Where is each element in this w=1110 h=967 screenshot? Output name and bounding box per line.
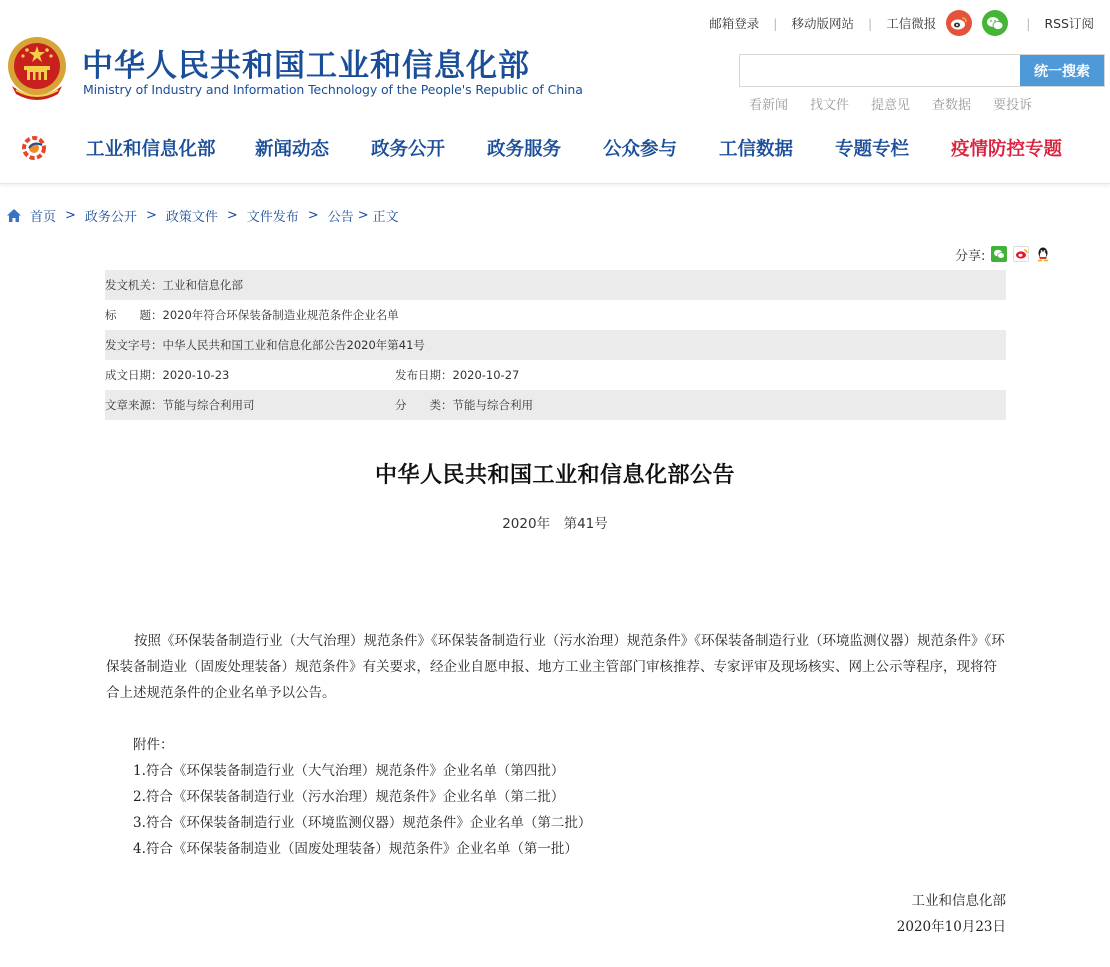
breadcrumb-doc-release[interactable]: 文件发布 [246, 209, 299, 225]
sign-date: 2020年10月23日 [896, 919, 1006, 935]
attachments-label: 附件： [133, 737, 174, 753]
nav-gov-services[interactable]: 政务服务 [487, 139, 562, 160]
national-emblem-icon[interactable] [6, 34, 68, 102]
breadcrumb-current: 正文 [372, 209, 399, 225]
breadcrumb-separator: > [145, 207, 157, 223]
nav-gov-info[interactable]: 政务公开 [371, 139, 446, 160]
weibo-news-link[interactable]: 工信微报 [886, 16, 937, 31]
miit-logo-icon[interactable] [20, 135, 50, 161]
meta-title: 标 题：2020年符合环保装备制造业规范条件企业名单 [105, 308, 399, 322]
breadcrumb [6, 206, 399, 224]
share-label: 分享: [955, 248, 986, 264]
main-nav [0, 122, 1110, 174]
top-links [709, 8, 1094, 38]
quick-link-data[interactable]: 查数据 [932, 98, 972, 113]
meta-row [105, 270, 1006, 300]
search-input[interactable] [740, 55, 1020, 86]
nav-news[interactable]: 新闻动态 [255, 139, 330, 160]
meta-row [105, 360, 1006, 390]
quick-link-complaint[interactable]: 要投诉 [993, 98, 1033, 113]
site-subtitle: Ministry of Industry and Information Technology of the People's Republic of China [83, 82, 583, 97]
article-body: 按照《环保装备制造行业（大气治理）规范条件》《环保装备制造行业（污水治理）规范条件》《环保装备制造行业（环境监测仪器）规范条件》《环保装备制造业（固废处理装备）规范条件》有关要求，经企业自愿申报、地方工业主管部门审核推荐、专家评审及现场核实、网上公示等程序，现将符合上述规范条件的企业名单予以公告。 [106, 633, 1005, 701]
breadcrumb-separator: > [226, 207, 238, 223]
meta-source: 文章来源：节能与综合利用司 [105, 398, 255, 412]
meta-created-date: 成文日期：2020-10-23 [105, 368, 230, 382]
mobile-site-link[interactable]: 移动版网站 [791, 16, 854, 31]
breadcrumb-separator: > [307, 207, 319, 223]
wechat-icon[interactable] [991, 246, 1007, 262]
breadcrumb-policy-docs[interactable]: 政策文件 [165, 209, 218, 225]
meta-doc-number: 发文字号：中华人民共和国工业和信息化部公告2020年第41号 [105, 338, 425, 352]
nav-public-participation[interactable]: 公众参与 [603, 139, 678, 160]
attachments [133, 732, 591, 862]
weibo-icon[interactable] [1013, 246, 1029, 262]
wechat-icon[interactable] [982, 10, 1008, 36]
nav-special-topics[interactable]: 专题专栏 [835, 139, 910, 160]
weibo-icon[interactable] [946, 10, 972, 36]
attachment-item: 2.符合《环保装备制造行业（污水治理）规范条件》企业名单（第二批） [133, 789, 565, 805]
site-header [0, 0, 1110, 184]
breadcrumb-gov-info[interactable]: 政务公开 [84, 209, 137, 225]
signer: 工业和信息化部 [911, 893, 1006, 909]
nav-epidemic[interactable]: 疫情防控专题 [951, 139, 1063, 160]
qq-icon[interactable] [1035, 246, 1051, 262]
meta-published-date: 发布日期：2020-10-27 [395, 368, 520, 382]
breadcrumb-home[interactable]: 首页 [30, 209, 57, 225]
attachment-item: 3.符合《环保装备制造行业（环境监测仪器）规范条件》企业名单（第二批） [133, 815, 592, 831]
meta-issuer: 发文机关：工业和信息化部 [105, 278, 243, 292]
rss-link[interactable]: RSS订阅 [1044, 16, 1094, 31]
breadcrumb-separator: > [357, 207, 369, 223]
search-box [739, 54, 1105, 87]
divider: | [867, 15, 873, 31]
breadcrumb-announcement[interactable]: 公告 [327, 209, 354, 225]
share-bar [955, 245, 1051, 263]
article-title: 中华人民共和国工业和信息化部公告 [374, 463, 735, 488]
quick-link-files[interactable]: 找文件 [810, 98, 850, 113]
signoff [897, 888, 1006, 940]
search-button[interactable]: 统一搜索 [1020, 55, 1104, 86]
quick-links [749, 94, 1054, 113]
home-icon[interactable] [6, 208, 22, 223]
divider: | [773, 15, 778, 31]
breadcrumb-separator: > [65, 207, 76, 223]
meta-row [105, 300, 1006, 330]
meta-category: 分 类：节能与综合利用 [395, 398, 533, 412]
mail-login-link[interactable]: 邮箱登录 [709, 16, 760, 31]
attachment-item: 1.符合《环保装备制造行业（大气治理）规范条件》企业名单（第四批） [133, 763, 565, 779]
attachment-item: 4.符合《环保装备制造业（固废处理装备）规范条件》企业名单（第一批） [133, 841, 578, 857]
nav-miit[interactable]: 工业和信息化部 [86, 139, 216, 160]
nav-data[interactable]: 工信数据 [719, 139, 794, 160]
meta-row [105, 390, 1006, 420]
site-title[interactable]: 中华人民共和国工业和信息化部 [82, 48, 530, 84]
document-meta-table [105, 270, 1006, 420]
divider: | [1026, 15, 1031, 31]
quick-link-feedback[interactable]: 提意见 [871, 98, 911, 113]
article-number: 2020年 第41号 [502, 516, 608, 532]
quick-link-news[interactable]: 看新闻 [749, 98, 789, 113]
meta-row [105, 330, 1006, 360]
